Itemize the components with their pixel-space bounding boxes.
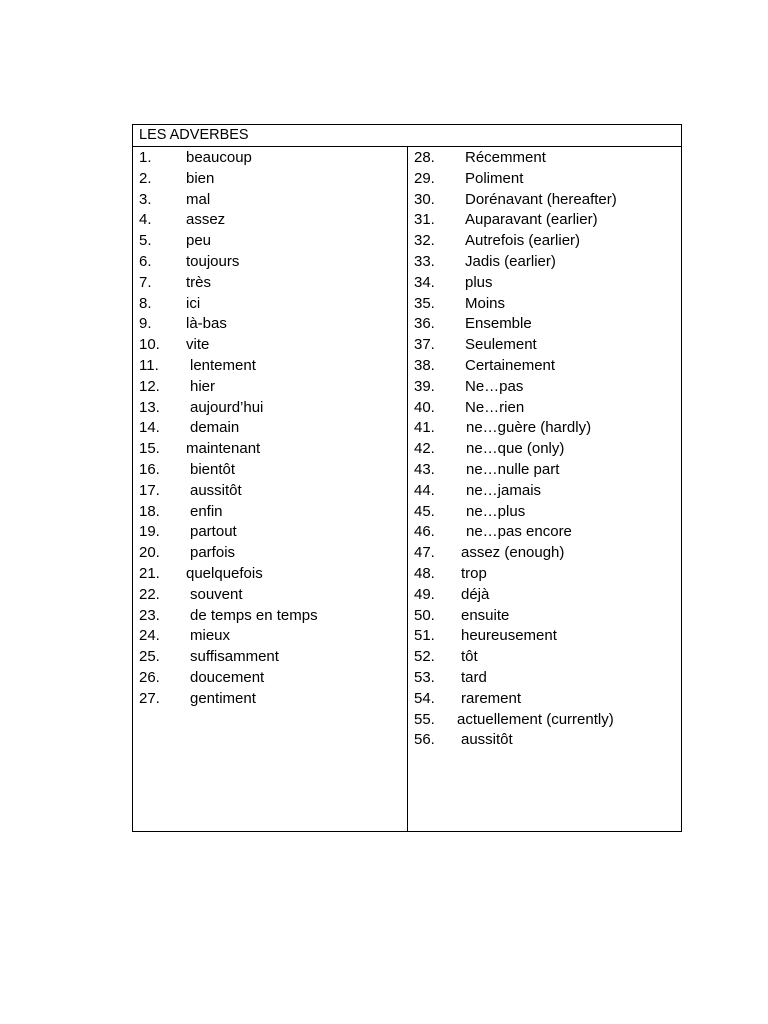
item-number: 2.	[139, 169, 152, 187]
adverb-text: suffisamment	[190, 648, 279, 666]
list-item	[414, 543, 680, 564]
item-number: 35.	[414, 294, 435, 312]
item-number: 5.	[139, 232, 152, 250]
adverb-text: Autrefois (earlier)	[465, 232, 581, 250]
adverb-text: aussitôt	[190, 481, 242, 499]
adverb-text: déjà	[461, 585, 490, 603]
item-number: 24.	[139, 627, 160, 645]
item-number: 49.	[414, 585, 435, 603]
adverb-text: hier	[190, 377, 216, 395]
adverb-text: demain	[190, 419, 240, 437]
item-number: 38.	[414, 356, 435, 374]
item-number: 54.	[414, 689, 435, 707]
adverb-text: Récemment	[465, 149, 546, 166]
list-item	[414, 730, 680, 751]
adverb-text: actuellement (currently)	[457, 710, 614, 728]
adverb-text: tôt	[461, 648, 478, 666]
item-number: 3.	[139, 190, 152, 208]
item-number: 33.	[414, 252, 435, 270]
list-item	[414, 585, 680, 606]
list-item	[139, 418, 405, 439]
list-item	[139, 543, 405, 564]
adverb-text: partout	[190, 523, 237, 541]
list-item	[139, 522, 405, 543]
adverb-text: assez	[186, 211, 226, 229]
item-number: 18.	[139, 502, 160, 520]
item-number: 23.	[139, 606, 160, 624]
adverb-text: ne…guère (hardly)	[466, 419, 592, 437]
adverb-text: là-bas	[186, 315, 227, 333]
item-number: 4.	[139, 211, 152, 229]
item-number: 44.	[414, 481, 435, 499]
list-item	[139, 689, 405, 710]
list-item	[414, 668, 680, 689]
list-item	[414, 377, 680, 398]
list-item	[414, 564, 680, 585]
adverb-text: lentement	[190, 356, 256, 374]
item-number: 42.	[414, 440, 435, 458]
item-number: 14.	[139, 419, 160, 437]
item-number: 29.	[414, 169, 435, 187]
adverb-text: ne…que (only)	[466, 440, 565, 458]
adverb-text: Seulement	[465, 336, 537, 354]
adverb-text: maintenant	[186, 440, 261, 458]
item-number: 39.	[414, 377, 435, 395]
adverb-text: aujourd’hui	[190, 398, 264, 416]
list-item	[414, 252, 680, 273]
list-item	[414, 710, 680, 731]
item-number: 21.	[139, 564, 160, 582]
list-item	[139, 398, 405, 419]
list-item	[139, 356, 405, 377]
item-number: 10.	[139, 336, 160, 354]
item-number: 17.	[139, 481, 160, 499]
adverb-text: toujours	[186, 252, 240, 270]
item-number: 12.	[139, 377, 160, 395]
adverb-text: de temps en temps	[190, 606, 318, 624]
list-item	[414, 439, 680, 460]
list-item	[139, 439, 405, 460]
adverb-text: Ne…rien	[465, 398, 525, 416]
adverb-text: vite	[186, 336, 210, 354]
list-item	[139, 502, 405, 523]
list-item	[414, 169, 680, 190]
list-item	[139, 564, 405, 585]
adverb-text: souvent	[190, 585, 243, 603]
adverb-text: ne…nulle part	[466, 460, 560, 478]
item-number: 25.	[139, 648, 160, 666]
adverb-text: assez (enough)	[461, 544, 565, 562]
list-item	[414, 273, 680, 294]
list-item	[139, 335, 405, 356]
list-item	[414, 398, 680, 419]
adverb-text: mal	[186, 190, 211, 208]
item-number: 40.	[414, 398, 435, 416]
item-number: 47.	[414, 544, 435, 562]
adverb-text: gentiment	[190, 689, 256, 707]
item-number: 37.	[414, 336, 435, 354]
adverb-text: parfois	[190, 544, 236, 562]
item-number: 22.	[139, 585, 160, 603]
adverbs-table	[132, 124, 682, 832]
item-number: 27.	[139, 689, 160, 707]
adverb-text: heureusement	[461, 627, 557, 645]
adverb-text: bien	[186, 169, 215, 187]
item-number: 52.	[414, 648, 435, 666]
adverb-text: Dorénavant (hereafter)	[465, 190, 617, 208]
item-number: 51.	[414, 627, 435, 645]
list-item	[139, 668, 405, 689]
item-number: 11.	[139, 356, 159, 374]
list-item	[139, 169, 405, 190]
table-header	[133, 125, 681, 147]
list-item	[139, 294, 405, 315]
list-item	[414, 626, 680, 647]
list-item	[414, 689, 680, 710]
list-item	[139, 585, 405, 606]
adverb-text: plus	[465, 273, 493, 291]
item-number: 43.	[414, 460, 435, 478]
list-item	[139, 626, 405, 647]
list-item	[139, 460, 405, 481]
item-number: 13.	[139, 398, 160, 416]
list-item	[414, 502, 680, 523]
list-item	[139, 273, 405, 294]
item-number: 41.	[414, 419, 435, 437]
adverb-text: beaucoup	[186, 149, 252, 166]
adverb-text: quelquefois	[186, 564, 263, 582]
list-item	[414, 356, 680, 377]
adverb-text: ne…jamais	[466, 481, 542, 499]
list-item	[414, 606, 680, 627]
adverb-text: Ne…pas	[465, 377, 524, 395]
list-item	[414, 148, 680, 169]
item-number: 16.	[139, 460, 160, 478]
item-number: 9.	[139, 315, 152, 333]
adverb-text: peu	[186, 232, 212, 250]
list-item	[414, 418, 680, 439]
item-number: 56.	[414, 731, 435, 749]
item-number: 15.	[139, 440, 160, 458]
adverb-text: ensuite	[461, 606, 510, 624]
adverb-text: mieux	[190, 627, 231, 645]
list-item	[139, 606, 405, 627]
list-item	[414, 210, 680, 231]
item-number: 1.	[139, 149, 152, 166]
list-item	[414, 314, 680, 335]
list-item	[139, 647, 405, 668]
adverb-text: très	[186, 273, 212, 291]
adverb-text: enfin	[190, 502, 223, 520]
adverb-text: Jadis (earlier)	[465, 252, 556, 270]
list-item	[139, 314, 405, 335]
item-number: 50.	[414, 606, 435, 624]
item-number: 34.	[414, 273, 435, 291]
item-number: 55.	[414, 710, 435, 728]
item-number: 48.	[414, 564, 435, 582]
list-item	[414, 460, 680, 481]
list-item	[139, 377, 405, 398]
list-item	[414, 294, 680, 315]
item-number: 28.	[414, 149, 435, 166]
list-item	[414, 190, 680, 211]
item-number: 31.	[414, 211, 435, 229]
column-divider	[407, 146, 408, 831]
item-number: 30.	[414, 190, 435, 208]
item-number: 32.	[414, 232, 435, 250]
adverb-text: rarement	[461, 689, 522, 707]
adverb-text: Ensemble	[465, 315, 532, 333]
left-column	[139, 148, 405, 710]
item-number: 19.	[139, 523, 160, 541]
item-number: 45.	[414, 502, 435, 520]
adverb-text: doucement	[190, 668, 265, 686]
list-item	[414, 231, 680, 252]
adverb-text: tard	[461, 668, 487, 686]
list-item	[414, 481, 680, 502]
item-number: 26.	[139, 668, 160, 686]
adverb-text: Auparavant (earlier)	[465, 211, 598, 229]
adverb-text: bientôt	[190, 460, 236, 478]
item-number: 53.	[414, 668, 435, 686]
list-item	[139, 231, 405, 252]
item-number: 6.	[139, 252, 152, 270]
item-number: 36.	[414, 315, 435, 333]
item-number: 46.	[414, 523, 435, 541]
table-title: LES ADVERBES	[139, 127, 249, 143]
adverb-text: Poliment	[465, 169, 524, 187]
adverb-text: ici	[186, 294, 201, 312]
list-item	[139, 481, 405, 502]
item-number: 8.	[139, 294, 152, 312]
adverb-text: Certainement	[465, 356, 556, 374]
list-item	[139, 210, 405, 231]
adverb-text: aussitôt	[461, 731, 513, 749]
list-item	[414, 335, 680, 356]
list-item	[414, 647, 680, 668]
item-number: 7.	[139, 273, 152, 291]
right-column	[414, 148, 680, 751]
adverb-text: trop	[461, 564, 487, 582]
list-item	[139, 148, 405, 169]
adverb-text: Moins	[465, 294, 506, 312]
adverb-text: ne…plus	[466, 502, 526, 520]
item-number: 20.	[139, 544, 160, 562]
list-item	[414, 522, 680, 543]
adverb-text: ne…pas encore	[466, 523, 572, 541]
list-item	[139, 252, 405, 273]
list-item	[139, 190, 405, 211]
